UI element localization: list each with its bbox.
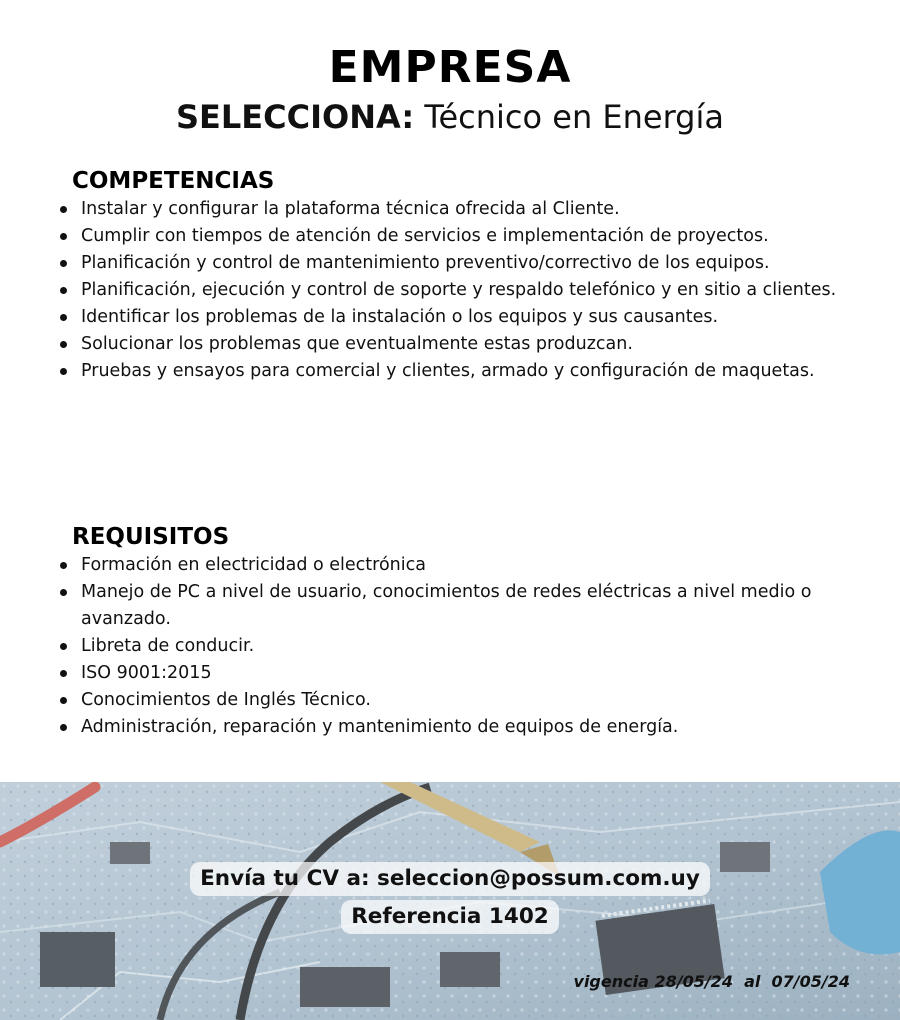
bullet-icon	[60, 589, 67, 596]
bullet-icon	[60, 670, 67, 677]
list-item-text: Libreta de conducir.	[81, 636, 255, 656]
bullet-icon	[60, 206, 67, 213]
subtitle-lead: SELECCIONA:	[176, 98, 415, 136]
list-item-text: Conocimientos de Inglés Técnico.	[81, 690, 371, 710]
list-item	[60, 196, 850, 223]
list-item-text: Solucionar los problemas que eventualmente estas produzcan.	[81, 334, 633, 354]
list-item	[60, 714, 850, 741]
job-subtitle	[0, 96, 900, 138]
bullet-icon	[60, 697, 67, 704]
list-item	[60, 687, 850, 714]
list-item	[60, 633, 850, 660]
list-item-text: Formación en electricidad o electrónica	[81, 555, 426, 575]
bullet-icon	[60, 562, 67, 569]
bullet-icon	[60, 724, 67, 731]
list-item	[60, 552, 850, 579]
bullet-icon	[60, 260, 67, 267]
company-title: EMPRESA	[328, 42, 572, 93]
cta-reference-line	[0, 900, 900, 934]
list-item-text: Pruebas y ensayos para comercial y clientes, armado y configuración de maquetas.	[81, 361, 815, 381]
bullet-icon	[60, 341, 67, 348]
list-item-text: Manejo de PC a nivel de usuario, conocimientos de redes eléctricas a nivel medio o avanzado.	[81, 582, 812, 629]
list-item	[60, 358, 850, 385]
competencias-list	[60, 196, 850, 385]
list-item	[60, 277, 850, 304]
validity-text: vigencia 28/05/24 al 07/05/24	[573, 972, 850, 991]
reference-text: Referencia 1402	[341, 900, 559, 934]
requisitos-list	[60, 552, 850, 741]
list-item	[60, 660, 850, 687]
list-item	[60, 250, 850, 277]
cta-email-line	[0, 862, 900, 896]
list-item-text: Administración, reparación y mantenimiento de equipos de energía.	[81, 717, 679, 737]
list-item-text: Planificación, ejecución y control de soporte y respaldo telefónico y en sitio a clientes.	[81, 280, 837, 300]
requisitos-title: REQUISITOS	[72, 524, 230, 550]
header	[0, 40, 900, 138]
bullet-icon	[60, 233, 67, 240]
list-item	[60, 331, 850, 358]
list-item-text: Planificación y control de mantenimiento preventivo/correctivo de los equipos.	[81, 253, 770, 273]
list-item-text: Cumplir con tiempos de atención de servicios e implementación de proyectos.	[81, 226, 769, 246]
job-role: Técnico en Energía	[414, 98, 724, 136]
competencias-title: COMPETENCIAS	[72, 168, 275, 194]
list-item	[60, 579, 850, 633]
bullet-icon	[60, 314, 67, 321]
competencias-section	[60, 166, 850, 385]
list-item-text: Instalar y configurar la plataforma técnica ofrecida al Cliente.	[81, 199, 620, 219]
bullet-icon	[60, 287, 67, 294]
list-item	[60, 223, 850, 250]
list-item	[60, 304, 850, 331]
bullet-icon	[60, 368, 67, 375]
list-item-text: ISO 9001:2015	[81, 663, 212, 683]
requisitos-section	[60, 522, 850, 741]
bullet-icon	[60, 643, 67, 650]
cta-email-text: Envía tu CV a: seleccion@possum.com.uy	[190, 862, 710, 896]
list-item-text: Identificar los problemas de la instalación o los equipos y sus causantes.	[81, 307, 719, 327]
